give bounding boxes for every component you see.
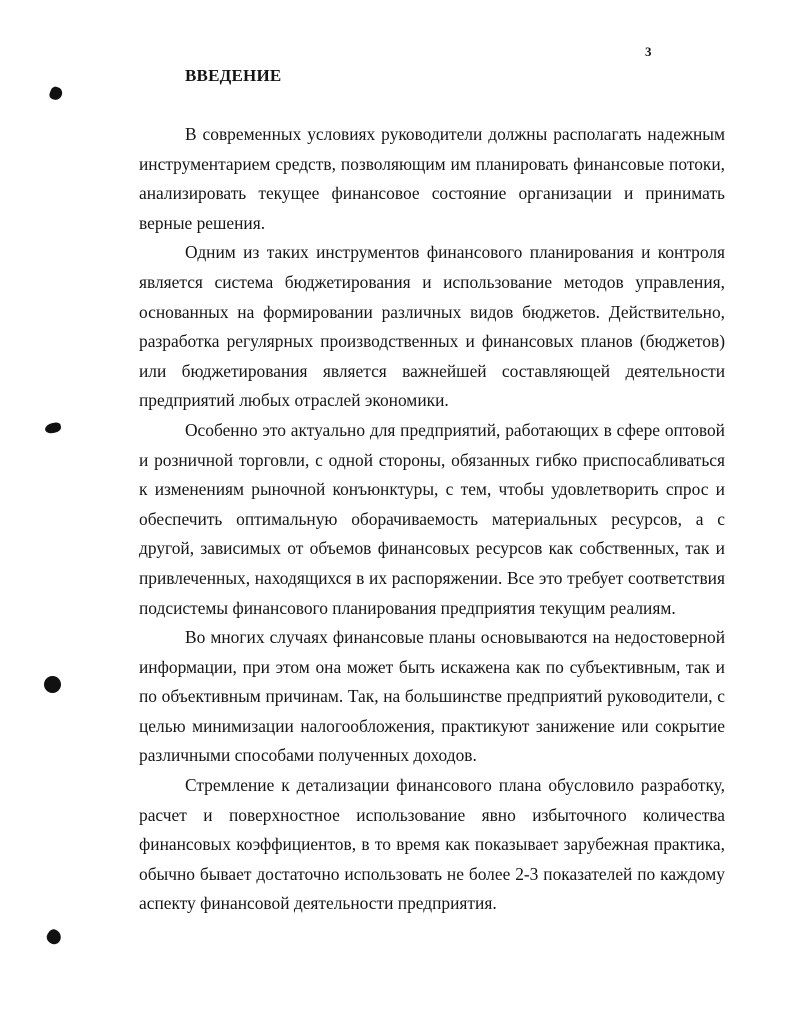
punch-hole-3 (44, 676, 61, 693)
paragraph-1: В современных условиях руководители должны располагать надежным инструментарием средств, позволяющим им планировать финансовые потоки, анализировать текущее финансовое состояние организации и принимать верные решения. (139, 124, 725, 233)
paragraph-4: Во многих случаях финансовые планы основываются на недостоверной информации, при этом она может быть искажена как по субъективным, так и по объективным причинам. Так, на большинстве предприятий руководители, с целью минимизации налогообложения, практикуют занижение или сокрытие различными способами полученных доходов. (139, 627, 725, 766)
page-title: ВВЕДЕНИЕ (185, 66, 282, 85)
punch-hole-4 (44, 927, 63, 946)
paragraph-3: Особенно это актуально для предприятий, работающих в сфере оптовой и розничной торговли, с одной стороны, обязанных гибко приспосабливаться к изменениям рыночной конъюнктуры, с тем, чтобы удовлетворить спрос и обеспечить оптимальную оборачиваемость материальных ресурсов, а с другой, зависимых от объемов финансовых ресурсов как собственных, так и привлеченных, находящихся в их распоряжении. Все это требует соответствия подсистемы финансового планирования предприятия текущим реалиям. (139, 419, 725, 618)
body-text (139, 120, 725, 919)
paragraph-2: Одним из таких инструментов финансового планирования и контроля является система бюджетирования и использование методов управления, основанных на формировании различных видов бюджетов. Действительно, разработка регулярных производственных и финансовых планов (бюджетов) или бюджетирования является важнейшей составляющей деятельности предприятий любых отраслей экономики. (139, 242, 725, 411)
page-number: 3 (645, 44, 652, 59)
paragraph-5: Стремление к детализации финансового плана обусловило разработку, расчет и поверхностное использование явно избыточного количества финансовых коэффициентов, в то время как показывает зарубежная практика, обычно бывает достаточно использовать не более 2-3 показателей по каждому аспекту финансовой деятельности предприятия. (139, 775, 725, 914)
punch-hole-1 (48, 85, 64, 101)
punch-hole-2 (44, 422, 61, 435)
